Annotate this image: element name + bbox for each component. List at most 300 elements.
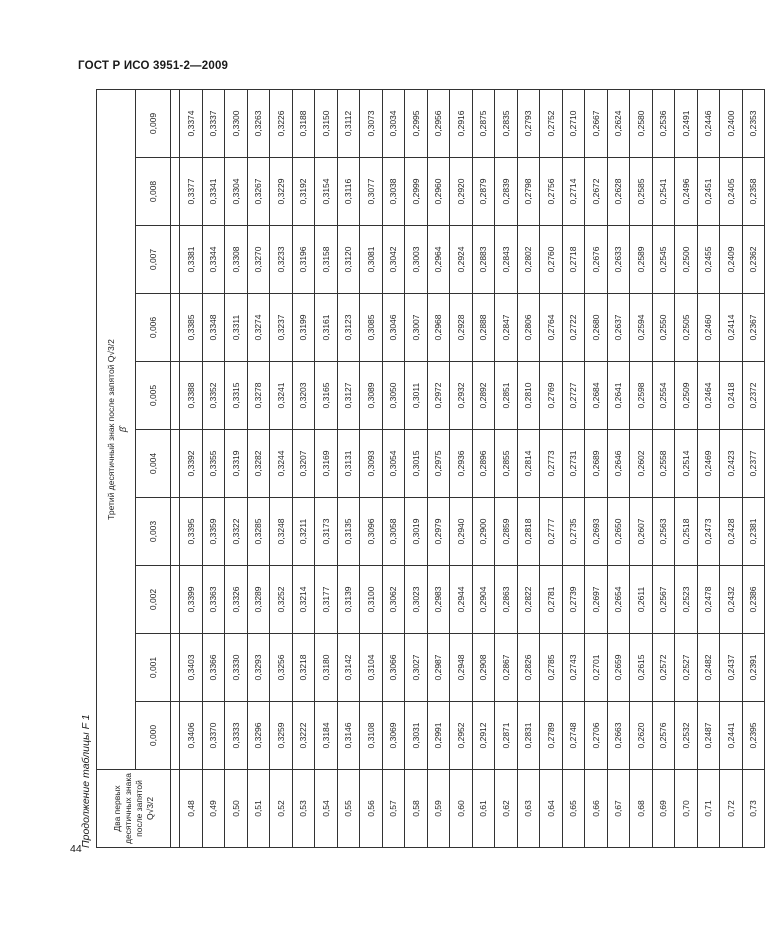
row-label: 0,62 — [495, 770, 518, 848]
table-cell: 0,3252 — [270, 566, 293, 634]
table-cell: 0,3333 — [225, 702, 248, 770]
table-row — [697, 90, 720, 848]
table-cell: 0,2554 — [652, 362, 675, 430]
table-cell: 0,3131 — [337, 430, 360, 498]
row-label: 0,63 — [517, 770, 540, 848]
row-label: 0,60 — [450, 770, 473, 848]
table-cell: 0,3259 — [270, 702, 293, 770]
table-cell: 0,2523 — [675, 566, 698, 634]
table-cell: 0,3341 — [202, 158, 225, 226]
table-cell: 0,3184 — [315, 702, 338, 770]
table-row — [720, 90, 743, 848]
row-label: 0,50 — [225, 770, 248, 848]
table-row — [180, 90, 203, 848]
table-cell: 0,2611 — [630, 566, 653, 634]
page-number: 44 — [70, 843, 82, 855]
table-cell: 0,2572 — [652, 634, 675, 702]
table-cell: 0,3296 — [247, 702, 270, 770]
row-label: 0,67 — [607, 770, 630, 848]
table-cell: 0,2789 — [540, 702, 563, 770]
table-cell: 0,3278 — [247, 362, 270, 430]
table-cell: 0,3199 — [292, 294, 315, 362]
table-cell: 0,2473 — [697, 498, 720, 566]
spacer-cell — [171, 90, 180, 158]
table-cell: 0,3311 — [225, 294, 248, 362]
table-cell: 0,3027 — [405, 634, 428, 702]
table-cell: 0,2464 — [697, 362, 720, 430]
table-cell: 0,3007 — [405, 294, 428, 362]
table-cell: 0,2928 — [450, 294, 473, 362]
digit-header: 0,007 — [136, 226, 171, 294]
table-cell: 0,3042 — [382, 226, 405, 294]
spacer-cell — [171, 702, 180, 770]
table-cell: 0,3385 — [180, 294, 203, 362]
table-cell: 0,3177 — [315, 566, 338, 634]
table-cell: 0,3267 — [247, 158, 270, 226]
table-cell: 0,2968 — [427, 294, 450, 362]
table-cell: 0,3116 — [337, 158, 360, 226]
table-cell: 0,3344 — [202, 226, 225, 294]
table-cell: 0,3173 — [315, 498, 338, 566]
table-cell: 0,2637 — [607, 294, 630, 362]
table-row — [495, 90, 518, 848]
table-cell: 0,2908 — [472, 634, 495, 702]
row-label: 0,51 — [247, 770, 270, 848]
table-cell: 0,2615 — [630, 634, 653, 702]
table-cell: 0,2684 — [585, 362, 608, 430]
table-cell: 0,3233 — [270, 226, 293, 294]
table-cell: 0,2558 — [652, 430, 675, 498]
table-cell: 0,2672 — [585, 158, 608, 226]
row-label: 0,52 — [270, 770, 293, 848]
digit-header: 0,004 — [136, 430, 171, 498]
table-cell: 0,2964 — [427, 226, 450, 294]
group-header-label: Третий десятичный знак после запятой Q√3/2 — [106, 339, 116, 520]
table-row — [360, 90, 383, 848]
table-cell: 0,2689 — [585, 430, 608, 498]
table-cell: 0,2710 — [562, 90, 585, 158]
table-cell: 0,2654 — [607, 566, 630, 634]
table-cell: 0,3359 — [202, 498, 225, 566]
spacer-cell — [171, 362, 180, 430]
table-cell: 0,2731 — [562, 430, 585, 498]
digit-header: 0,001 — [136, 634, 171, 702]
table-cell: 0,2793 — [517, 90, 540, 158]
table-cell: 0,2983 — [427, 566, 450, 634]
table-cell: 0,3089 — [360, 362, 383, 430]
table-cell: 0,2940 — [450, 498, 473, 566]
table-cell: 0,2979 — [427, 498, 450, 566]
row-label: 0,56 — [360, 770, 383, 848]
table-row — [427, 90, 450, 848]
table-cell: 0,2514 — [675, 430, 698, 498]
table-cell: 0,3203 — [292, 362, 315, 430]
table-cell: 0,2518 — [675, 498, 698, 566]
table-cell: 0,3104 — [360, 634, 383, 702]
row-label: 0,53 — [292, 770, 315, 848]
table-cell: 0,3165 — [315, 362, 338, 430]
table-cell: 0,2777 — [540, 498, 563, 566]
table-cell: 0,2867 — [495, 634, 518, 702]
table-cell: 0,3237 — [270, 294, 293, 362]
table-cell: 0,2451 — [697, 158, 720, 226]
digit-header: 0,009 — [136, 90, 171, 158]
table-cell: 0,3218 — [292, 634, 315, 702]
row-label: 0,59 — [427, 770, 450, 848]
table-cell: 0,3023 — [405, 566, 428, 634]
table-cell: 0,3222 — [292, 702, 315, 770]
table-cell: 0,2952 — [450, 702, 473, 770]
table-cell: 0,2956 — [427, 90, 450, 158]
table-cell: 0,3337 — [202, 90, 225, 158]
spacer-row — [171, 90, 180, 848]
table-cell: 0,3211 — [292, 498, 315, 566]
row-label: 0,73 — [742, 770, 765, 848]
table-cell: 0,3054 — [382, 430, 405, 498]
table-cell: 0,3363 — [202, 566, 225, 634]
table-cell: 0,2362 — [742, 226, 765, 294]
table-cell: 0,3120 — [337, 226, 360, 294]
table-cell: 0,2428 — [720, 498, 743, 566]
table-cell: 0,3096 — [360, 498, 383, 566]
table-row — [337, 90, 360, 848]
group-header — [97, 90, 136, 770]
table-cell: 0,2727 — [562, 362, 585, 430]
table-cell: 0,2756 — [540, 158, 563, 226]
table-cell: 0,2487 — [697, 702, 720, 770]
table-cell: 0,2875 — [472, 90, 495, 158]
table-cell: 0,2718 — [562, 226, 585, 294]
table-cell: 0,3304 — [225, 158, 248, 226]
table-cell: 0,2892 — [472, 362, 495, 430]
table-cell: 0,3154 — [315, 158, 338, 226]
table-cell: 0,2418 — [720, 362, 743, 430]
table-cell: 0,2478 — [697, 566, 720, 634]
table-cell: 0,3081 — [360, 226, 383, 294]
table-cell: 0,2469 — [697, 430, 720, 498]
table-cell: 0,2628 — [607, 158, 630, 226]
spacer-cell — [171, 158, 180, 226]
table-cell: 0,3377 — [180, 158, 203, 226]
digit-header: 0,008 — [136, 158, 171, 226]
table-cell: 0,2995 — [405, 90, 428, 158]
table-row — [315, 90, 338, 848]
table-row — [562, 90, 585, 848]
table-cell: 0,2641 — [607, 362, 630, 430]
table-cell: 0,3192 — [292, 158, 315, 226]
table-cell: 0,3300 — [225, 90, 248, 158]
table-cell: 0,2924 — [450, 226, 473, 294]
row-label: 0,48 — [180, 770, 203, 848]
table-cell: 0,2580 — [630, 90, 653, 158]
table-cell: 0,3161 — [315, 294, 338, 362]
table-cell: 0,3319 — [225, 430, 248, 498]
table-cell: 0,2760 — [540, 226, 563, 294]
table-cell: 0,3248 — [270, 498, 293, 566]
table-cell: 0,3188 — [292, 90, 315, 158]
table-cell: 0,2863 — [495, 566, 518, 634]
table-cell: 0,3015 — [405, 430, 428, 498]
table-cell: 0,2650 — [607, 498, 630, 566]
table-cell: 0,2585 — [630, 158, 653, 226]
table-cell: 0,2500 — [675, 226, 698, 294]
table-cell: 0,3374 — [180, 90, 203, 158]
table-cell: 0,2975 — [427, 430, 450, 498]
table-cell: 0,2496 — [675, 158, 698, 226]
row-label: 0,57 — [382, 770, 405, 848]
table-cell: 0,3034 — [382, 90, 405, 158]
table-cell: 0,2491 — [675, 90, 698, 158]
table-cell: 0,2835 — [495, 90, 518, 158]
table-cell: 0,3352 — [202, 362, 225, 430]
table-cell: 0,3263 — [247, 90, 270, 158]
table-cell: 0,2991 — [427, 702, 450, 770]
table-cell: 0,3142 — [337, 634, 360, 702]
table-cell: 0,2781 — [540, 566, 563, 634]
table-row — [225, 90, 248, 848]
table-cell: 0,2798 — [517, 158, 540, 226]
table-cell: 0,2446 — [697, 90, 720, 158]
table-cell: 0,3196 — [292, 226, 315, 294]
table-cell: 0,2353 — [742, 90, 765, 158]
row-label: 0,58 — [405, 770, 428, 848]
table-row — [652, 90, 675, 848]
table-cell: 0,3214 — [292, 566, 315, 634]
table-cell: 0,3326 — [225, 566, 248, 634]
table-cell: 0,3403 — [180, 634, 203, 702]
table-row — [630, 90, 653, 848]
table-cell: 0,2818 — [517, 498, 540, 566]
table-cell: 0,3330 — [225, 634, 248, 702]
table-cell: 0,2920 — [450, 158, 473, 226]
spacer-cell — [171, 294, 180, 362]
table-cell: 0,2722 — [562, 294, 585, 362]
table-row — [382, 90, 405, 848]
table-row — [202, 90, 225, 848]
table-cell: 0,3062 — [382, 566, 405, 634]
table-cell: 0,2900 — [472, 498, 495, 566]
table-cell: 0,2859 — [495, 498, 518, 566]
table-cell: 0,2455 — [697, 226, 720, 294]
spacer-cell — [171, 566, 180, 634]
digit-header: 0,000 — [136, 702, 171, 770]
table-cell: 0,2624 — [607, 90, 630, 158]
table-cell: 0,2904 — [472, 566, 495, 634]
table-cell: 0,3135 — [337, 498, 360, 566]
table-cell: 0,2646 — [607, 430, 630, 498]
table-row — [292, 90, 315, 848]
table-cell: 0,2482 — [697, 634, 720, 702]
table-cell: 0,2460 — [697, 294, 720, 362]
table-cell: 0,3127 — [337, 362, 360, 430]
table-cell: 0,2948 — [450, 634, 473, 702]
table-cell: 0,2358 — [742, 158, 765, 226]
table-cell: 0,3207 — [292, 430, 315, 498]
table-cell: 0,3050 — [382, 362, 405, 430]
table-row — [450, 90, 473, 848]
table-cell: 0,3085 — [360, 294, 383, 362]
table-cell: 0,2814 — [517, 430, 540, 498]
table-cell: 0,2932 — [450, 362, 473, 430]
table-cell: 0,2748 — [562, 702, 585, 770]
digit-header: 0,006 — [136, 294, 171, 362]
table-cell: 0,2839 — [495, 158, 518, 226]
table-cell: 0,3355 — [202, 430, 225, 498]
table-cell: 0,2871 — [495, 702, 518, 770]
row-label: 0,64 — [540, 770, 563, 848]
table-cell: 0,3308 — [225, 226, 248, 294]
table-cell: 0,2509 — [675, 362, 698, 430]
table-cell: 0,3381 — [180, 226, 203, 294]
table-cell: 0,2810 — [517, 362, 540, 430]
table-row — [247, 90, 270, 848]
table-cell: 0,3069 — [382, 702, 405, 770]
digit-header: 0,002 — [136, 566, 171, 634]
table-cell: 0,2769 — [540, 362, 563, 430]
table-cell: 0,2505 — [675, 294, 698, 362]
table-row — [585, 90, 608, 848]
table-row — [607, 90, 630, 848]
table-cell: 0,2697 — [585, 566, 608, 634]
spacer-cell — [171, 634, 180, 702]
table-cell: 0,3066 — [382, 634, 405, 702]
table-cell: 0,2960 — [427, 158, 450, 226]
table-cell: 0,2527 — [675, 634, 698, 702]
digit-header: 0,003 — [136, 498, 171, 566]
table-cell: 0,2541 — [652, 158, 675, 226]
table-cell: 0,3093 — [360, 430, 383, 498]
table-cell: 0,3046 — [382, 294, 405, 362]
table-cell: 0,2663 — [607, 702, 630, 770]
table-cell: 0,2377 — [742, 430, 765, 498]
row-label: 0,71 — [697, 770, 720, 848]
table-cell: 0,2888 — [472, 294, 495, 362]
table-cell: 0,3399 — [180, 566, 203, 634]
table-cell: 0,2563 — [652, 498, 675, 566]
table-cell: 0,3289 — [247, 566, 270, 634]
table-cell: 0,2912 — [472, 702, 495, 770]
row-label: 0,69 — [652, 770, 675, 848]
table-cell: 0,2386 — [742, 566, 765, 634]
table-cell: 0,3366 — [202, 634, 225, 702]
row-label: 0,65 — [562, 770, 585, 848]
row-label: 0,70 — [675, 770, 698, 848]
table-cell: 0,2589 — [630, 226, 653, 294]
table-cell: 0,2550 — [652, 294, 675, 362]
table-cell: 0,2372 — [742, 362, 765, 430]
table-cell: 0,2545 — [652, 226, 675, 294]
table-cell: 0,2405 — [720, 158, 743, 226]
table-cell: 0,3058 — [382, 498, 405, 566]
table-cell: 0,2847 — [495, 294, 518, 362]
table-row — [270, 90, 293, 848]
table-cell: 0,3274 — [247, 294, 270, 362]
table-cell: 0,2773 — [540, 430, 563, 498]
table-cell: 0,3108 — [360, 702, 383, 770]
table-cell: 0,3392 — [180, 430, 203, 498]
table-cell: 0,3150 — [315, 90, 338, 158]
digit-header: 0,005 — [136, 362, 171, 430]
table-cell: 0,2676 — [585, 226, 608, 294]
table-cell: 0,2987 — [427, 634, 450, 702]
table-cell: 0,3229 — [270, 158, 293, 226]
table-cell: 0,3256 — [270, 634, 293, 702]
table-cell: 0,3031 — [405, 702, 428, 770]
table-cell: 0,2441 — [720, 702, 743, 770]
table-cell: 0,2843 — [495, 226, 518, 294]
table-cell: 0,2576 — [652, 702, 675, 770]
table-cell: 0,2667 — [585, 90, 608, 158]
row-label: 0,68 — [630, 770, 653, 848]
table-cell: 0,2739 — [562, 566, 585, 634]
table-cell: 0,2400 — [720, 90, 743, 158]
document-header: ГОСТ Р ИСО 3951-2—2009 — [78, 60, 229, 72]
table-cell: 0,3293 — [247, 634, 270, 702]
table-cell: 0,2633 — [607, 226, 630, 294]
table-cell: 0,2944 — [450, 566, 473, 634]
table-cell: 0,2743 — [562, 634, 585, 702]
table-cell: 0,2391 — [742, 634, 765, 702]
table-cell: 0,2916 — [450, 90, 473, 158]
table-cell: 0,3395 — [180, 498, 203, 566]
table-cell: 0,3180 — [315, 634, 338, 702]
digit-header-row — [136, 90, 171, 848]
data-table — [96, 89, 765, 848]
table-cell: 0,3077 — [360, 158, 383, 226]
table-cell: 0,2693 — [585, 498, 608, 566]
table-cell: 0,3146 — [337, 702, 360, 770]
table-cell: 0,2395 — [742, 702, 765, 770]
table-cell: 0,2972 — [427, 362, 450, 430]
table-caption: Продолжение таблицы F 1 — [80, 714, 92, 848]
table-cell: 0,2806 — [517, 294, 540, 362]
table-cell: 0,2802 — [517, 226, 540, 294]
table-cell: 0,2896 — [472, 430, 495, 498]
table-row — [517, 90, 540, 848]
table-cell: 0,2735 — [562, 498, 585, 566]
table-cell: 0,3226 — [270, 90, 293, 158]
row-label: 0,66 — [585, 770, 608, 848]
table-cell: 0,2437 — [720, 634, 743, 702]
row-label: 0,72 — [720, 770, 743, 848]
table-cell: 0,3123 — [337, 294, 360, 362]
spacer-cell — [171, 226, 180, 294]
table-cell: 0,2381 — [742, 498, 765, 566]
table-cell: 0,2706 — [585, 702, 608, 770]
beta-symbol: β̂ — [118, 426, 128, 433]
table-row — [675, 90, 698, 848]
table-cell: 0,2432 — [720, 566, 743, 634]
table-cell: 0,2752 — [540, 90, 563, 158]
spacer-cell — [171, 770, 180, 848]
row-label: 0,54 — [315, 770, 338, 848]
table-cell: 0,2659 — [607, 634, 630, 702]
table-cell: 0,2855 — [495, 430, 518, 498]
table-cell: 0,2785 — [540, 634, 563, 702]
table-cell: 0,2851 — [495, 362, 518, 430]
row-label: 0,61 — [472, 770, 495, 848]
row-label: 0,49 — [202, 770, 225, 848]
table-body — [171, 90, 765, 848]
row-header: Два первых десятичных знака после запятой Q√3/2 — [97, 770, 171, 848]
table-cell: 0,2999 — [405, 158, 428, 226]
table-cell: 0,3315 — [225, 362, 248, 430]
table-cell: 0,2409 — [720, 226, 743, 294]
table-cell: 0,2879 — [472, 158, 495, 226]
table-cell: 0,3011 — [405, 362, 428, 430]
table-cell: 0,2423 — [720, 430, 743, 498]
table-cell: 0,3112 — [337, 90, 360, 158]
